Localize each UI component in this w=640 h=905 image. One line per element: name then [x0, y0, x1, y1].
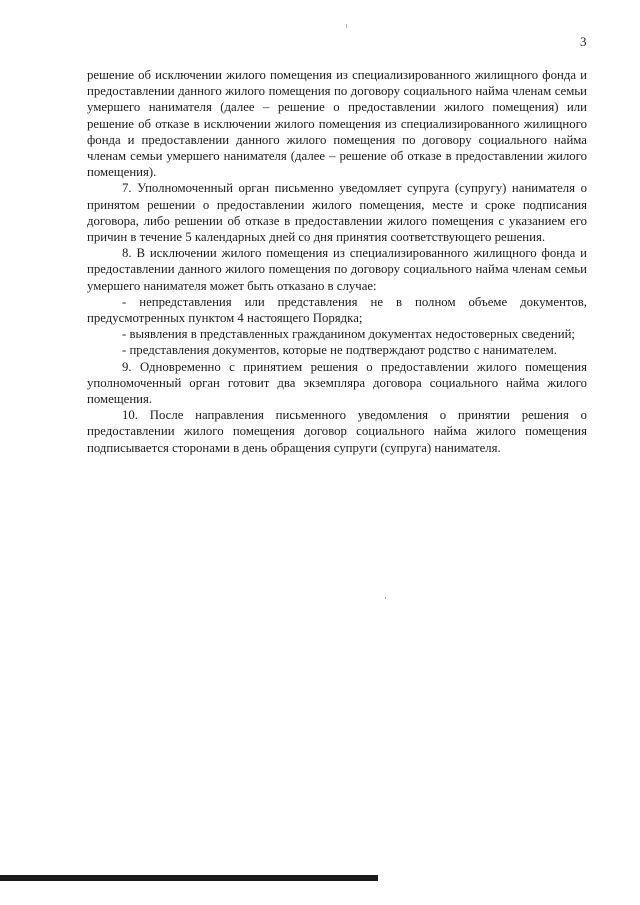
document-body: [87, 67, 587, 456]
list-item-grounds-2: - выявления в представленных гражданином документах недостоверных сведений;: [122, 327, 575, 342]
paragraph-9: 9. Одновременно с принятием решения о предоставлении жилого помещения уполномоченный орган готовит два экземпляра договора социального найма жилого помещения.: [87, 359, 587, 407]
footer-rule: [0, 875, 378, 881]
list-item-grounds-3: - представления документов, которые не подтверждают родство с нанимателем.: [122, 343, 557, 358]
list-item-grounds-1: - непредставления или представления не в полном объеме документов, предусмотренных пунктом 4 настоящего Порядка;: [87, 294, 587, 326]
scan-speck: [346, 24, 347, 28]
scan-speck: [385, 597, 386, 599]
page-number: 3: [580, 34, 587, 49]
paragraph-8: 8. В исключении жилого помещения из специализированного жилищного фонда и предоставлении данного жилого помещения по договору социального найма членам семьи умершего нанимателя может быть отказано в случае:: [87, 246, 587, 293]
paragraph-6-continuation: решение об исключении жилого помещения из специализированного жилищного фонда и предоставлении данного жилого помещения по договору социального найма членам семьи умершего нанимателя (далее – решение о предоставлении жилого помещения) или решение об отказе в исключении жилого помещения из специализированного жилищного фонда и предоставлении данного жилого помещения по договору социального найма членам семьи умершего нанимателя (далее – решение об отказе в предоставлении жилого помещения).: [87, 68, 587, 180]
paragraph-7: 7. Уполномоченный орган письменно уведомляет супруга (супругу) нанимателя о принятом решении о предоставлении жилого помещения, месте и сроке подписания договора, либо решении об отказе в предоставлении жилого помещения с указанием его причин в течение 5 календарных дней со дня принятия соответствующего решения.: [87, 181, 587, 245]
paragraph-10: 10. После направления письменного уведомления о принятии решения о предоставлении жилого помещения договор социального найма жилого помещения подписывается сторонами в день обращения супруги (супруга) нанимателя.: [87, 408, 587, 455]
